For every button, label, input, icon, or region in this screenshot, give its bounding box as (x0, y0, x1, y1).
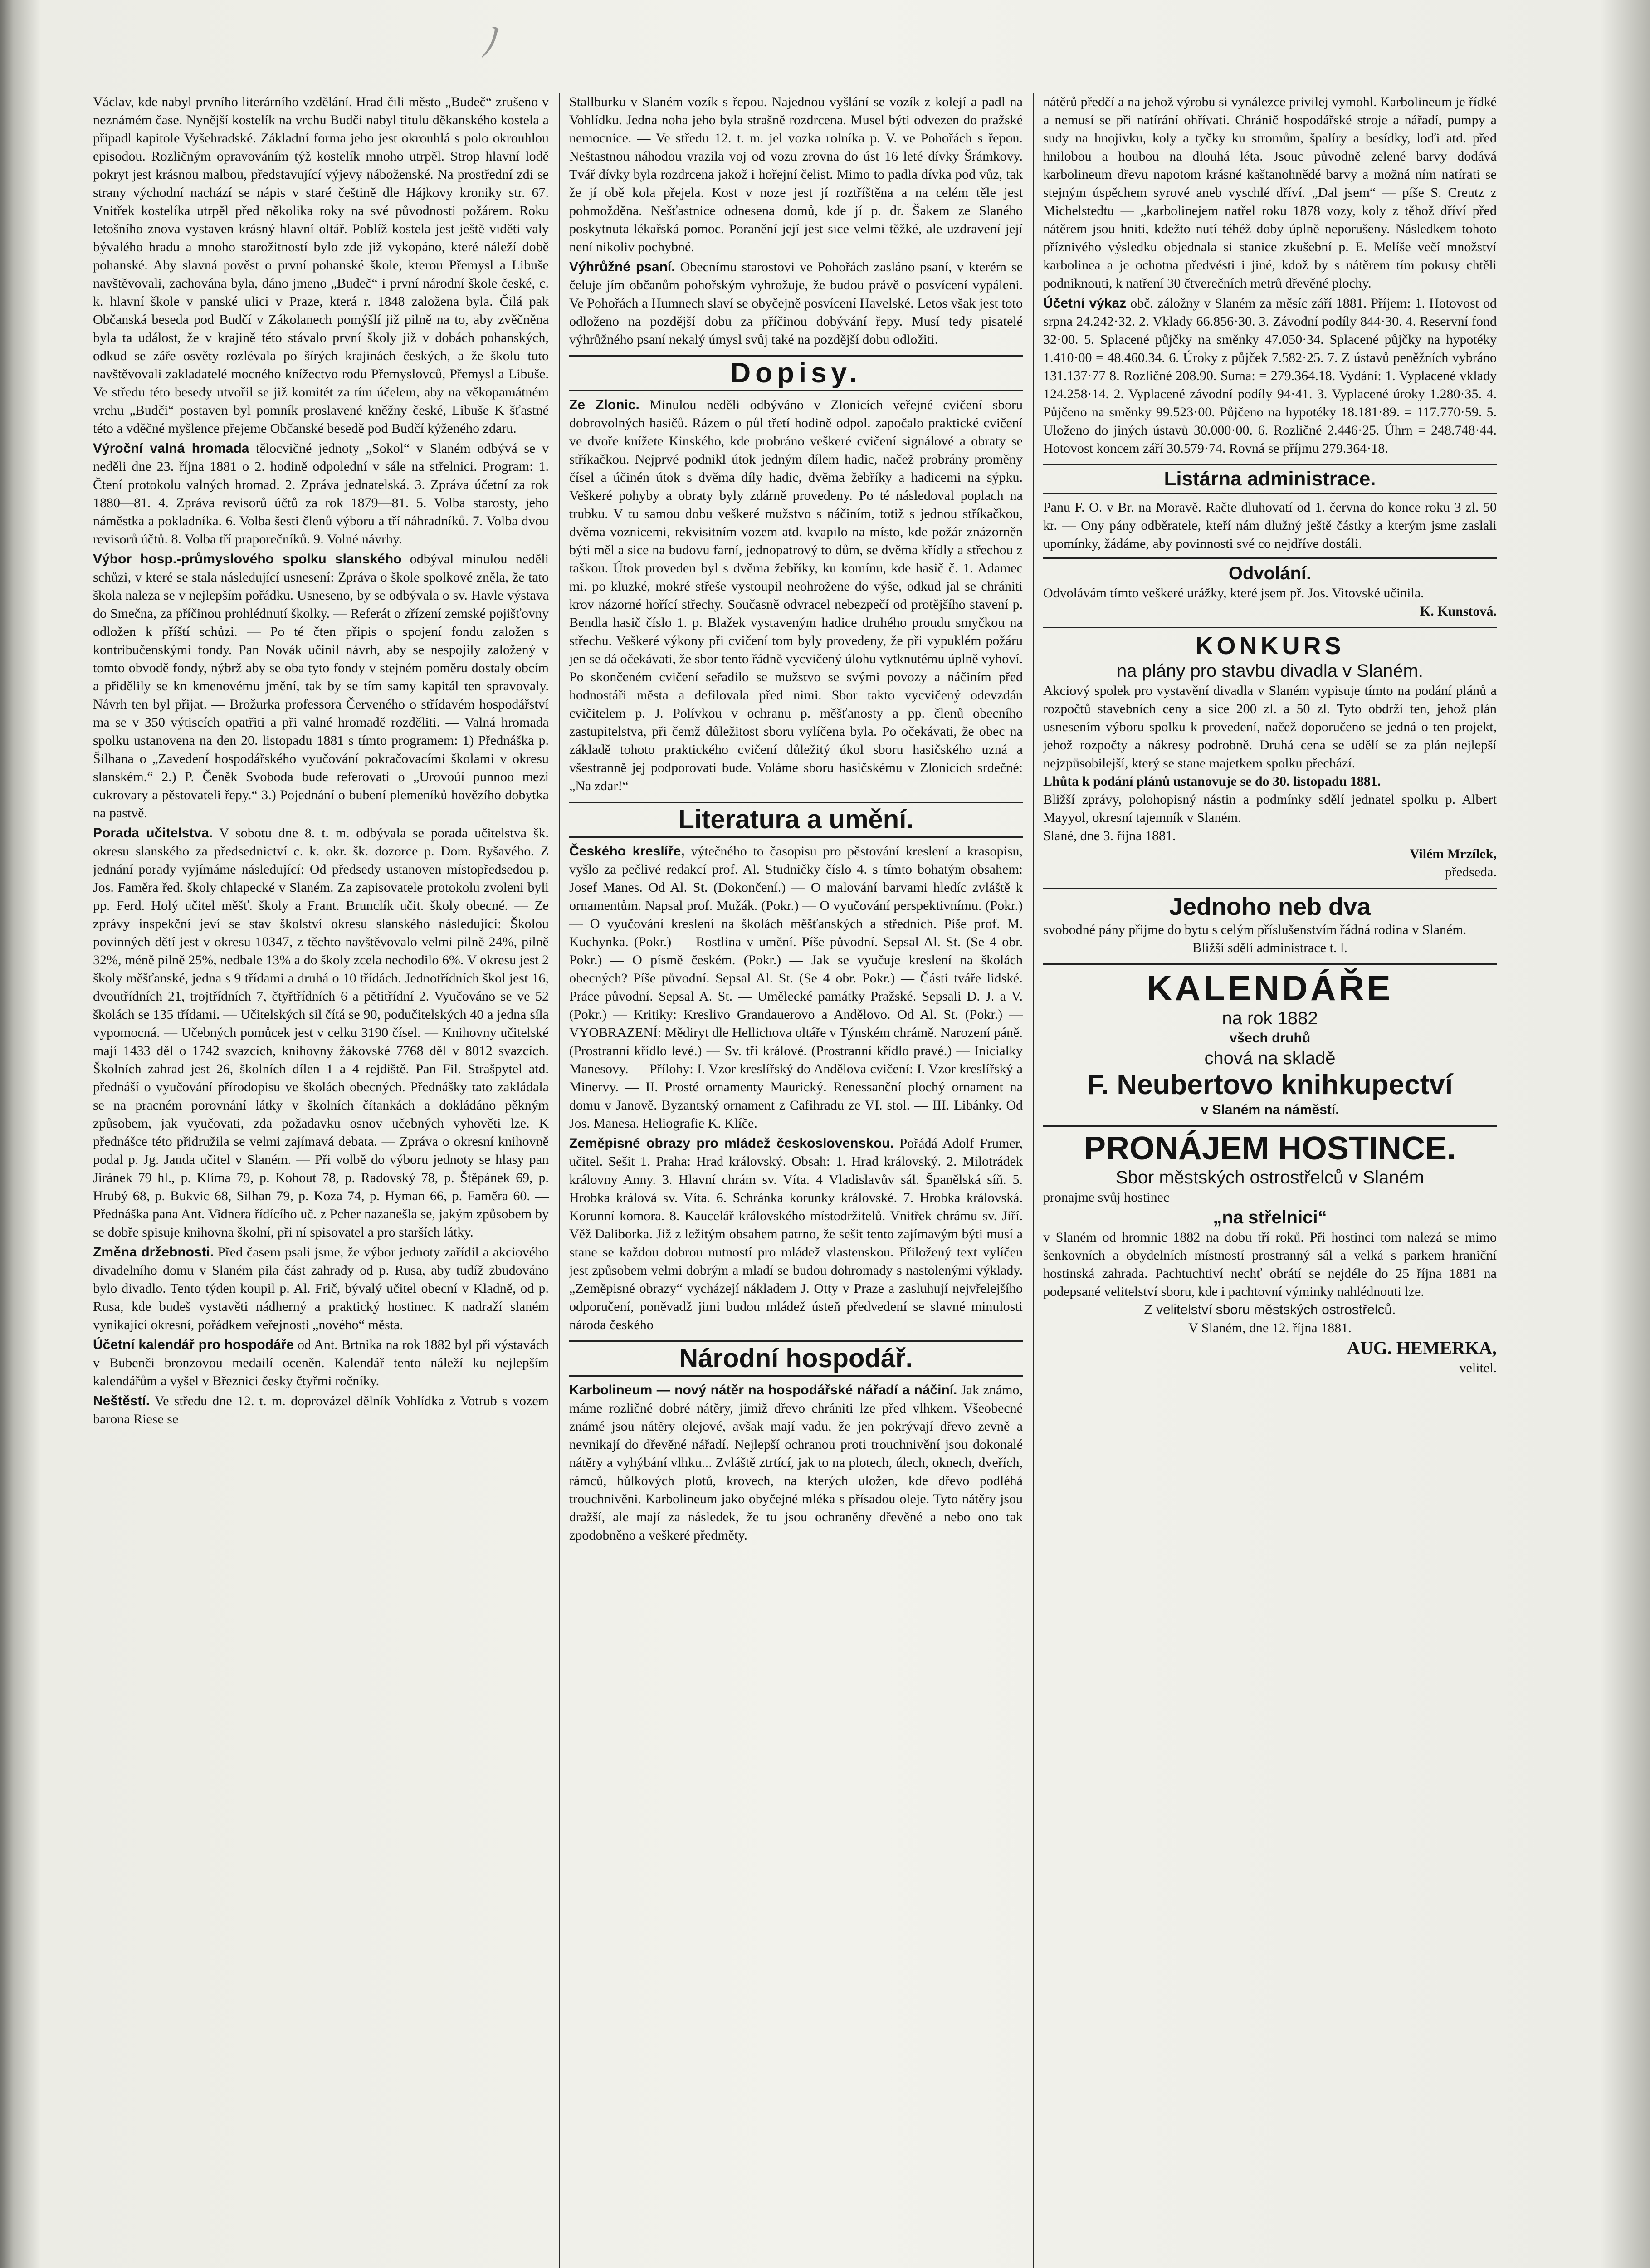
ad-shop-name: F. Neubertovo knihkupectví (1087, 1069, 1453, 1100)
section-heading-dopisy: Dopisy. (730, 357, 862, 389)
ad-jednoho (1043, 888, 1497, 959)
ad-text: Akciový spolek pro vystavění divadla v Slaném vypisuje tímto na podání plánů a rozpočtů stavebních ceny a sice 200 zl. a 50 zl. Tyto obdrží ten, jehož plán usnesením výboru spolku k provedení, načež doporučeno se jedná o ten projekt, jehož rozpočty a nákresy podrobně. Druhá cena se udělí se za plán nejlepší nejzpůsobilejší, který se stane majetkem spolku přechází. (1043, 683, 1497, 771)
ink-mark: ﾉ (481, 19, 501, 66)
article (93, 440, 549, 548)
literature-list (569, 842, 1023, 1334)
ad-heading: PRONÁJEM HOSTINCE. (1084, 1130, 1456, 1167)
column-rule (1033, 93, 1034, 2268)
ad-text: svobodné pány přijme do bytu s celým příslušenstvím řádná rodina v Slaném. (1043, 922, 1467, 937)
ad-from: Z velitelství sboru městských ostrostřelců. (1144, 1302, 1396, 1317)
ad-signature: AUG. HEMERKA, (1347, 1338, 1497, 1358)
article (93, 1336, 549, 1390)
article (569, 842, 1023, 1133)
ad-signature: Vilém Mrzílek, (1409, 846, 1497, 861)
ad-pronajem (1043, 1125, 1497, 1379)
article (569, 396, 1023, 795)
article-title: Neštěstí. (93, 1393, 150, 1408)
article (93, 550, 549, 822)
section-header-box (569, 802, 1023, 838)
article (93, 824, 549, 1242)
article-title: Porada učitelstva. (93, 826, 213, 841)
ad-subheading: Sbor městských ostrostřelců v Slaném (1115, 1168, 1425, 1188)
ad-role: velitel. (1459, 1360, 1497, 1375)
article-title: Ze Zlonic. (569, 397, 639, 412)
section-heading-literatura: Literatura a umění. (678, 805, 914, 834)
ad-konkurs (1043, 627, 1497, 883)
ad-chova: chová na skladě (1204, 1048, 1336, 1068)
ad-signature: K. Kunstová. (1420, 604, 1497, 619)
article-title: Výhrůžné psaní. (569, 259, 675, 274)
middle-column (569, 93, 1023, 2268)
ad-odvolani (1043, 557, 1497, 622)
ad-text: v Slaném od hromnic 1882 na dobu tří roků. Při hostinci tom nalezá se mimo šenkovních a obydelních místností prostranný sál a velká s parkem hraniční hostinská zahrada. Pachtuchtiví nechť obrátí se nejdéle do 25 října 1881 na podepsané velitelství sboru, kde i pachtovní výminky nahlédnouti lze. (1043, 1230, 1497, 1299)
article-body: Václav, kde nabyl prvního literárního vzdělání. Hrad čili město „Budeč“ zrušeno v neznámém čase. Nynější kostelík na vrchu Budči nabyl titulu děkanského kostela a připadl kapitole Vyšehradské. Základní forma jeho jest okrouhlá s polo okrouhlou episodou. Rozličným opravováním týž kostelík mnoho utrpěl. Strop hlavní lodě pokryt jest krásnou malbou, představující výjevy náboženské. Na prostřední zdi se strany východní nachází se nápis v staré češtině dle Hájkovy kroniky str. 67. Vnitřek kostelíka utrpěl před několika roky na své původnosti požárem. Roku letošního znova vystaven krásný hlavní oltář. Poblíž kostela jest ještě viděti valy bývalého hradu a mnoho starožitností bylo zde již vykopáno, které náleží době pohanské. Aby slavná pověst o první pohanské škole, kterou Přemysl a Libuše navštěvovali, zachována byla, dáno jmeno „Budeč“ i první národní škole české, c. k. hlavní škole v panské ulici v Praze, která r. 1848 založena byla. Čilá pak Občanská beseda pod Budčí v Zákolanech pomýšlí již pilně na to, aby zvěčněna byla ta událost, že v krajině této stávalo první školy již v dobách pohanských, odkud se záře osvěty rozlévala po šírých krajinách českých, a že školu tuto navštěvovali zakladatelé mocného knížectvo rodu Přemyslovců, Přemysl a Libuše. Ve středu této besedy utvořil se již komitét za tím účelem, aby na věkopamátném vrchu „Budči“ postaven byl pomník proslavené kněžny české, Libuše K šťastné této a vděčné myšlence přejeme Občanské besedě pod Budčí kýženého zdaru. (93, 94, 549, 436)
article-body: obč. záložny v Slaném za měsíc září 1881. Příjem: 1. Hotovost od srpna 24.242·32. 2. Vklady 66.856·30. 3. Závodní podíly 844·30. 4. Reservní fond 32·00. 5. Splacené půjčky na směnky 47.050·34. Splacené půjčky na hypotéky 1.410·00 = 48.460.34. 6. Úroky z půjček 7.582·25. 7. Z ústavů peněžních vybráno 131.137·77 8. Rozličné 208.90. Suma: = 279.364.18. Vydání: 1. Vyplacené vklady 124.258·14. 2. Vyplacené závodní podíly 94·41. 3. Vyplacené úroky 1.280·35. 4. Půjčeno na směnky 99.523·00. Půjčeno na hypotéky 18.181·89. = 117.770·59. 5. Uloženo do jiných ústavů 30.000·00. 6. Rozličné 2.446·25. Úhrn = 248.748·44. Hotovost koncem září 30.579·74. Rovná se příjmu 279.364·18. (1043, 296, 1497, 456)
article-body: Obecnímu starostovi ve Pohořách zasláno psaní, v kterém se čeluje jím občanům pohořským vyhrožuje, že budou právě o posvícení vypáleni. Ve Pohořách a Humnech slaví se obyčejně posvícení Havelské. Letos však jest toto odloženo na pozdější dobu za příčinou dobývání řepy. Musí tedy pisatelé výhrůžného psaní nekalý úmysl svůj také na pozdější dobu odložiti. (569, 259, 1023, 347)
section-header-box (569, 355, 1023, 391)
ad-kinds: všech druhů (1229, 1031, 1311, 1046)
ad-lead: pronajme svůj hostinec (1043, 1190, 1170, 1205)
article-title: Změna držebnosti. (93, 1245, 214, 1260)
article (1043, 294, 1497, 458)
article-body: Pořádá Adolf Frumer, učitel. Sešit 1. Praha: Hrad královský. Obsah: 1. Hrad královský. 2. Milotrádek královny Anny. 3. Hlavní chrám sv. Víta. 4 Vladislavův sál. Španělská síň. 5. Hrobka králová sv. Víta. 6. Schránka korunky královské. 7. Hrobka královská. Korunní komora. 8. Kaucelář královského místodržitelů. Vnitřek chrámu sv. Jiří. Věž Daliborka. Již z ležitým obsahem patrno, že sešit tento zajímavým býti musí a stane se každou dobrou nutností pro mládež vlastenskou. Přiložený text vylíčen jest způsobem velmi dobrým a mladí se budou dohromady s nastolenými výklady. „Zeměpisné obrazy“ vycházejí nákladem J. Otty v Praze a zasluhují nejvřelejšího odporučení, poněvadž jimi budou mládež ústeň předvedení se slavné minulosti národa českého (569, 1136, 1023, 1332)
ad-kalendare (1043, 963, 1497, 1121)
article (93, 93, 549, 438)
article-intro: Stallburku v Slaném vozík s řepou. Najednou vyšlání se vozík z kolejí a padl na Vohlídku. Jedna noha jeho byla strašně rozdrcena. Musel býti odvezen do pražské nemocnice. — Ve středu 12. t. m. jel vozka rolníka p. V. ve Pohořách s řepou. Neštastnou náhodou vrazila voj od vozu zrovna do úst 16 leté dívky Šrámkovy. Tvář dívky byla rozdrcena jakož i hořejní čelist. Mimo to padla dívka pod vůz, tak že jí obě kola přejela. Kost v noze jest jí roztříštěna a na celém těle jest pohmožděna. Nešťastnice odnesena domů, kde jí p. dr. Šakem ze Slaného poskytnuta lékařská pomoc. Poranění její jest sice velmi těžké, ale uzdravení její není nikoliv pochybné. (569, 94, 1023, 254)
section-header-box (569, 1340, 1023, 1377)
ad-heading: Jednoho neb dva (1169, 893, 1371, 920)
article-body: odbýval minulou neděli schůzi, v které se stala následující usnesení: Zpráva o škole spolkové zněla, že tato škola naleza se v nejlepším pořádku. Usneseno, by se odbývala o sv. Havle výstava do Smečna, za příčinou prohlédnutí školky. — Referát o zřízení zemské pojišťovny odložen k příští schůzi. — Po té čten připis o spojení fondu založen s kontribučenskými fondy. Pan Novák učinil návrh, aby se nespojily založený v tomto obvodě fondy, nýbrž aby se oba tyto fondy v stejném poměru dostaly obcím a přidělily se kn kmenovému jmění, tak by se tím samy kapitál ten spravovaly. Návrh ten byl přijat. — Brožurka professora Červeného o střídavém hospodářství ma se v 350 výtiscích opatřiti a při valné hromadě rozděliti. — Valná hromada spolku ustanovena na den 20. listopadu 1881 s tímto programem: 1) Přednáška p. Šilhana o „Zavedení hospodářského vyučování pokračovacími školami v okresu slanském.“ 2.) P. Čeněk Svoboda bude referovati o „Urovoúí punnoo mezi cukrovary a pěstovateli řepy.“ 3.) Pojednání o bubení plemeníků hovězího dobytka na pastvě. (93, 552, 549, 821)
article-body: Ve středu dne 12. t. m. doprovázel dělník Vohlídka z Votrub s vozem barona Riese se (93, 1393, 549, 1427)
article (93, 1243, 549, 1334)
article-title: Karbolineum — nový nátěr na hospodářské nářadí a náčiní. (569, 1383, 957, 1398)
ad-date: Slané, dne 3. října 1881. (1043, 828, 1176, 843)
article-body: Minulou neděli odbýváno v Zlonicích veřejné cvičení sboru dobrovolných hasičů. Rázem o půl třetí hodině odpol. započalo praktické cvičení ve dvoře knížete Kinského, kde probráno veškeré cvičení signálové a obraty se stříkačkou. Nejprvé podnikl útok jedným dílem hadic, načež probrány proměny čísel a účinén útok s dvěma díly hadic, dvěma žebříky a hadicemi na sýpku. Veškeré pohyby a obraty byly zdárně provedeny. Po té následoval poplach na trubku. V tu samou dobu veškeré mužstvo s náčiním, totiž s jednou stříkačkou, dvěma voznicemi, rekvisitním vozem atd. kvapilo na místo, kde požár znázorněn býti měl a sice na budovu farní, jednopatrový to dům, se dvěma křídly a střechou z taškou. Útok proveden byl s dvěma žebříky, ku komínu, kde hasič č. 1. Adamec mi. po kluzké, mokré střeše vystoupil neohrožene do výše, odkud jal se chrániti krov názorné hořící střechy. Současně odvracel nebezpečí od protějšího stavení p. Bendla hasič číslo 1. p. Blažek vystaveným hadice druhého proudu smyčkou na střechu. Veškeré výkony při cvičení tom byly provedeny, že při vypuklém požáru jen se dá očekávati, že sbor tento řádně vycvičený úlohu vytknutému úplně vyhoví. Po skončeném cvičení seřadilo se mužstvo se svými povozy a náčiním před hodnostáři města a defilovala před nimi. Sbor takto vycvičený odevzdán cvičitelem p. J. Polívkou v ochranu p. měšťanosty a pp. členů obecního zastupitelstva, při čemž důležitost sboru vylíčena byla. Po očekávati, že obec na základě tohoto praktického cvičení důležitý úkol sboru hasičského uzná a všestranně jej podporovati bude. Voláme sboru hasičskému v Zlonicích srdečné: „Na zdar!“ (569, 397, 1023, 793)
article (569, 1381, 1023, 1545)
economy-list (569, 1381, 1023, 1545)
article (569, 258, 1023, 349)
article-title: Českého kreslíře, (569, 844, 685, 859)
article-title: Výroční valná hromada (93, 441, 249, 456)
article-body: od Ant. Brtnika na rok 1882 byl při výstavách v Bubenči bronzovou medailí oceněn. Kalendář tento náleží ku nejlepším kalendářům a vyšel v Březnici česky čtyřmi ročníky. (93, 1337, 549, 1388)
article-title: Účetní kalendář pro hospodáře (93, 1337, 294, 1352)
article-continuation: nátěrů předčí a na jehož výrobu si vynálezce privilej vymohl. Karbolineum je řídké a nemusí se při natírání ohřívati. Chránič hospodářské stroje a nářadí, pumpy a sudy na hnojivku, koly a tyčky ku stromům, špalíry a besídky, loďi atd. před hnilobou a houbou na dlouhá léta. Jsouc původně zelené barvy dodává karbolineum dřevu napotom krásné kaštanohnědé barvy a možná ním natírati se stejným úspěchem syrové aneb vyschlé dříví. „Dal jsem“ — píše S. Creutz z Michelstedtu — „karbolinejem natřel roku 1878 vozy, koly z těhož dříví před nátěrem jsou hniti, kdežto nutí téhéž doby úplně neporušeny. Následkem tohoto příznivého výsledku objednala si stanice zkušební p. E. Melíše večí množství karbolinea a je ochotna předvésti i jiné, kdož by s nátěrem tím pokusy chtěli podniknouti, k natření 30 čtverečních metrů dřevěné plochy. (1043, 94, 1497, 291)
ad-date: V Slaném, dne 12. října 1881. (1188, 1320, 1352, 1335)
article-body: výtečného to časopisu pro pěstování kreslení a krasopisu, vyšlo za pečlivé redakcí prof. Al. Studničky číslo 4. s tímto bohatým obsahem: Josef Manes. Od Al. St. (Dokončení.) — O malování barvami hledíc zvláště k ornamentům. Napsal prof. Mužák. (Pokr.) — O vyučování perspektivnímu. (Pokr.) — O vyučování kreslení na školách měšťanských a středních. Píše prof. M. Kuchynka. (Pokr.) — Rostlina v umění. Píše původní. Sepsal Al. St. (Se 4 obr. Pokr.) — O písmě českém. (Pokr.) — Jak se vyučuje kreslení na školách obecných? Píše původní. Sepsal Al. St. (Se 4 obr. Pokr.) — Části tváře lidské. Práce původní. Sepsal A. St. — Umělecké památky Pražské. Sepsali D. J. a V. (Pokr.) — Kritiky: Kreslivo Grandauerovo a Andělovo. Od Al. St. (Pokr.) — VYOBRAZENÍ: Mědiryt dle Hellichova oltáře v Týnském chrámě. Narození páně. (Prostranní křídlo levé.) — Sv. tři králové. (Prostranní křídlo pravé.) — Inicialky Manesovy. — Přílohy: I. Vzor kreslířský do Andělova cvičení: I. Vzor kreslířský a Minervy. — II. Prosté ornamenty Maurický. Renessanční plochý ornament na domu v Janově. Byzantský ornament z Cafihradu ze VI. stol. — III. Libánky. Od Jos. Manesa. Heliografie K. Klíče. (569, 844, 1023, 1131)
ad-heading: Odvolání. (1228, 563, 1312, 583)
letters-list (569, 396, 1023, 795)
article-body: tělocvičné jednoty „Sokol“ v Slaném odbývá se v neděli dne 23. října 1881 o 2. hodině odpolední v sále na střelnici. Program: 1. Čtení protokolu valných hromad. 2. Zpráva jednatelská. 3. Zpráva účetní za rok 1880—81. 4. Zpráva revisorů účtů za rok 1879—81. 5. Volba starosty, jeho náměstka a pokladníka. 6. Volba šesti členů výboru a tří náhradníků. 7. Volba dvou revisorů účtů. 8. Volba tří praporečníků. 9. Volné návrhy. (93, 441, 549, 547)
article-body: V sobotu dne 8. t. m. odbývala se porada učitelstva šk. okresu slanského za předsednictví c. k. okr. šk. dozorce p. Dom. Ryšavého. Z jednání porady vyjímáme následující: Od předsedy ustanoven místopředsedou p. Jos. Faměra řed. školy chlapecké v Slaném. Za zapisovatele protokolu zvoleni byli pp. Ferd. Holý učitel měšť. školy a Frant. Brunclík učit. školy obecné. — Ze zprávy inspekční jeví se stav školství okresu slanského následující: Školou povinných dětí jest v okresu 10347, z těchto navštěvovalo velmi pilně 24%, pilně 32%, méně pilně 25%, nedbale 13% a do školy zcela nechodilo 6%. V okresu jest 2 školy měšťanské, jedna s 9 třídami a druhá o 10 třídách. Jednotřídních škol jest 16, dvoutřídních 21, trojtřídních 7, čtyřtřídních 6 a pětitřídní 2. Vyučováno se ve 52 školách se 135 třídami. — Učitelských sil čítá se 90, podučitelských 40 a jedna síla vypomocná. — Učebných pomůcek jest v celku 3190 čísel. — Knihovny učitelské mají 1433 děl o 1742 svazcích, knihovny žákovské 7768 děl v 8012 svazcích. Školních zahrad jest 26, školních dílen 1 a 4 rejdiště. Pan Fil. Strašpytel atd. přednáší o vyučování přírodopisu ve školách obecných. Přednášky tato zakládala se na pracném porovnání látky v školních čítankách a dokládáno pěkným způsobem, jak vyučovati, zda požadavku osnov učebných vyhověti lze. K přednášce této přidružila se velmi zajímavá debata. — Zpráva o okresní knihovně podal p. Jg. Janda učitel v Slaném. — Při volbě do výboru jednoty se hlasy pan Jiránek 79 hl., p. Klíma 79, p. Kohout 78, p. Radovský 78, p. Štěpánek 69, p. Hrubý 68, p. Bukvic 68, Silhan 79, p. Koza 74, p. Hyman 66, p. Faměra 60. — Přednáška pana Ant. Vidnera řídícího uč. z Pcher nazanešla se, jakým způsobem by se dobře spisuje knihovna školní, při ní spisovatel a pro starších látky. (93, 826, 549, 1240)
article-title: Účetní výkaz (1043, 296, 1127, 311)
column-rule (559, 93, 560, 2268)
ad-deadline: Lhůta k podání plánů ustanovuje se do 30. listopadu 1881. (1043, 774, 1381, 789)
article-title: Výbor hosp.-průmyslového spolku slanského (93, 552, 402, 567)
section-heading-hospodar: Národní hospodář. (679, 1344, 913, 1373)
ad-text: Odvolávám tímto veškeré urážky, které jsem př. Jos. Vitovské učinila. (1043, 586, 1424, 601)
ad-info: Bližší zprávy, polohopisný nástin a podmínky sdělí jednatel spolku p. Albert Mayyol, okresní tajemník v Slaném. (1043, 792, 1497, 825)
ad-heading: KALENDÁŘE (1147, 968, 1393, 1008)
right-column (1043, 93, 1497, 2268)
article-body: Jak známo, máme rozličné dobré nátěry, jimiž dřevo chrániti lze před vlhkem. Všeobecné známé jsou nátěry olejové, avšak mají vadu, že jen pokrývají dřevo zevně a nevnikají do dřevěné nářadí. Nejlepší ochranou proti trouchnivění jsou dokonalé nátěry a vyhýbání vlhku... Zvláště ztrtící, jak to na plotech, úlech, oknech, dveřích, rámců, hůlkových plotů, krovech, na kterých uložen, kde dřevo podléhá trouchnivěni. Karbolineum jako obyčejné mléka s přísadou oleje. Tyto nátěry jsou dražší, ale mají za následek, že tu jsou ochraněny dřevěné a nebo ono tak zpodobněno a veškeré předměty. (569, 1383, 1023, 1543)
ad-info: Bližší sdělí administrace t. l. (1192, 940, 1347, 955)
notice-text: Panu F. O. v Br. na Moravě. Račte dluhovatí od 1. června do konce roku 3 zl. 50 kr. — Ony pány odběratele, kteří nám dlužný ještě částky a kterým jsme zaslali upomínky, žádáme, aby povinnosti své co nejdříve dostáli. (1043, 500, 1497, 551)
article (569, 1134, 1023, 1334)
article-title: Zeměpisné obrazy pro mládež československou. (569, 1136, 894, 1151)
ad-role: předseda. (1445, 865, 1497, 880)
ad-venue-name: „na střelnici“ (1213, 1207, 1327, 1227)
ad-place: v Slaném na náměstí. (1201, 1102, 1339, 1117)
ad-heading: KONKURS (1195, 632, 1345, 660)
article-list (569, 258, 1023, 349)
article-body: Před časem psali jsme, že výbor jednoty zařídil a akciového divadelního domu v Slaném pila část zahrady od p. Rusa, aby tudíž zbudováno bylo divadlo. Tento týden koupil p. Al. Frič, bývalý učitel obecní v Kladně, od p. Rusa, kde budeš vystavěti nádherný a praktický hostinec. K nadraží slaném vynikající okresní, pořádkem veřejnosti „nového“ města. (93, 1245, 549, 1332)
ad-year: na rok 1882 (1222, 1008, 1318, 1028)
ad-subheading: na plány pro stavbu divadla v Slaném. (1117, 661, 1423, 681)
section-header-box (1043, 464, 1497, 494)
left-column (93, 93, 549, 2268)
article (93, 1392, 549, 1428)
section-heading-listarna: Listárna administrace. (1164, 468, 1376, 490)
